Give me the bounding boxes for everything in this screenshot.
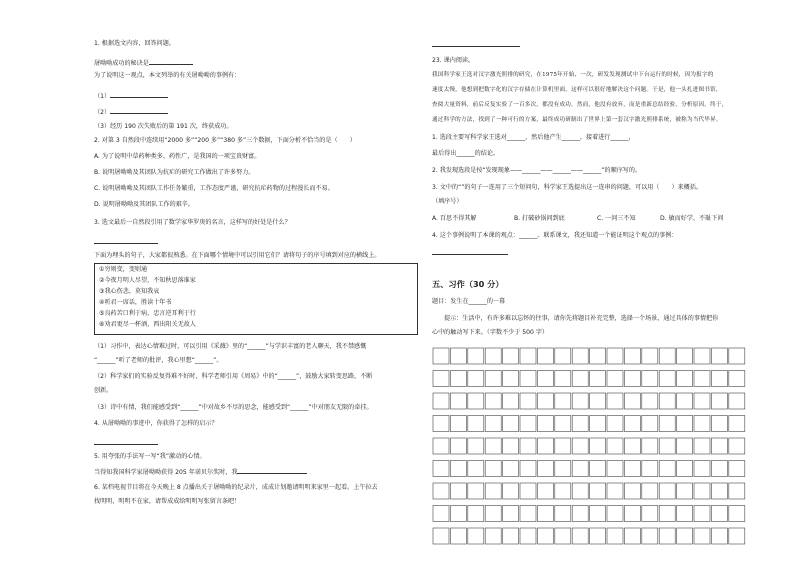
proverb-2: ②今夜月明人尽望，不知秋思落谁家 bbox=[99, 277, 196, 284]
grid-cell[interactable] bbox=[729, 438, 745, 454]
question-1: 1. 根据选文内容，回答问题。 bbox=[94, 40, 175, 47]
answer-blank[interactable] bbox=[149, 58, 193, 65]
question-2: 2. 对第 3 自然段中连续用“2000 多”“200 多”“380 多”三个数据，下面分析不恰当的是（ ） bbox=[94, 137, 356, 144]
answer-blank[interactable] bbox=[110, 107, 168, 114]
option-d[interactable]: D. 敏而好学，不耻下问 bbox=[660, 215, 724, 222]
grid-cell[interactable] bbox=[590, 348, 606, 364]
grid-cell[interactable] bbox=[677, 371, 693, 387]
grid-cell[interactable] bbox=[572, 393, 588, 409]
grid-cell[interactable] bbox=[711, 348, 727, 364]
scenario-2-cont: 创新。 bbox=[94, 387, 113, 394]
grid-cell[interactable] bbox=[433, 371, 449, 387]
grid-cell[interactable] bbox=[572, 371, 588, 387]
grid-cell[interactable] bbox=[642, 483, 658, 499]
grid-cell[interactable] bbox=[555, 416, 571, 432]
grid-cell[interactable] bbox=[433, 528, 449, 544]
scenario-1-cont: “______”听了老师的批评，我心里想“______”。 bbox=[94, 357, 223, 364]
question-1-prompt bbox=[94, 58, 193, 68]
grid-cell[interactable] bbox=[433, 506, 449, 522]
grid-cell[interactable] bbox=[555, 483, 571, 499]
grid-cell[interactable] bbox=[485, 506, 501, 522]
grid-cell[interactable] bbox=[590, 483, 606, 499]
grid-cell[interactable] bbox=[659, 528, 675, 544]
q2-option-d[interactable]: D. 说明屠呦呦及其团队工作的艰辛。 bbox=[94, 201, 194, 208]
q1-text: 屠呦呦成功的秘诀是 bbox=[94, 60, 149, 67]
grid-cell[interactable] bbox=[624, 393, 640, 409]
grid-cell[interactable] bbox=[711, 506, 727, 522]
q1-item-1-label: （1） bbox=[94, 93, 111, 100]
grid-cell[interactable] bbox=[468, 483, 484, 499]
grid-cell[interactable] bbox=[503, 461, 519, 477]
grid-cell[interactable] bbox=[572, 416, 588, 432]
q1-item-3: （3）经历 190 次失败后的第 191 次，终获成功。 bbox=[94, 123, 233, 130]
grid-cell[interactable] bbox=[468, 393, 484, 409]
question-4: 4. 从屠呦呦的事迹中，你获得了怎样的启示？ bbox=[94, 420, 218, 427]
grid-cell[interactable] bbox=[450, 371, 466, 387]
section-5-title: 五、习作（30 分） bbox=[432, 279, 504, 289]
grid-cell[interactable] bbox=[659, 348, 675, 364]
writing-tip: 提示：生活中，有许多难以忘怀的往事，请你先将题目补充完整，选择一个场景，通过具体的事情把你 bbox=[444, 315, 719, 322]
grid-cell[interactable] bbox=[537, 348, 553, 364]
proverb-box bbox=[94, 263, 418, 335]
grid-cell[interactable] bbox=[694, 393, 710, 409]
grid-cell[interactable] bbox=[572, 348, 588, 364]
writing-grid[interactable] bbox=[432, 344, 750, 546]
answer-blank[interactable] bbox=[237, 467, 307, 474]
grid-cell[interactable] bbox=[624, 461, 640, 477]
answer-line[interactable] bbox=[432, 46, 520, 47]
grid-cell[interactable] bbox=[642, 506, 658, 522]
scenario-2: （2）科学家们的实验反复得难不好时，科学老师引用《周易》中的“______”，鼓励大家转变思路，不断 bbox=[94, 373, 373, 380]
grid-cell[interactable] bbox=[450, 393, 466, 409]
grid-cell[interactable] bbox=[485, 416, 501, 432]
grid-cell[interactable] bbox=[642, 416, 658, 432]
grid-cell[interactable] bbox=[503, 528, 519, 544]
grid-cell[interactable] bbox=[555, 393, 571, 409]
grid-cell[interactable] bbox=[642, 461, 658, 477]
grid-cell[interactable] bbox=[537, 461, 553, 477]
grid-cell[interactable] bbox=[468, 348, 484, 364]
passage-line-3: 查阅大量资料，前后反复实验了一百多次，都没有成功。然而，他没有放弃，而是重新总结经验，分析原因。终于， bbox=[432, 102, 728, 108]
grid-cell[interactable] bbox=[433, 416, 449, 432]
grid-cell[interactable] bbox=[607, 506, 623, 522]
grid-cell[interactable] bbox=[537, 393, 553, 409]
grid-cell[interactable] bbox=[729, 348, 745, 364]
grid-cell[interactable] bbox=[503, 506, 519, 522]
grid-cell[interactable] bbox=[520, 528, 536, 544]
grid-cell[interactable] bbox=[659, 371, 675, 387]
answer-line[interactable] bbox=[94, 243, 158, 244]
reading-q4: 4. 这个事例说明了本课的观点：______。联系课文，我还知道一个能证明这个观点的事例： bbox=[432, 232, 678, 239]
grid-cell[interactable] bbox=[677, 393, 693, 409]
grid-cell[interactable] bbox=[450, 438, 466, 454]
grid-cell[interactable] bbox=[537, 371, 553, 387]
passage-line-4: 通过科学的方法，找到了一种可行的方案，最终成功研制出了世界上第一套汉字激光照排系统，被称为当代毕昇。 bbox=[432, 117, 722, 123]
grid-cell[interactable] bbox=[624, 371, 640, 387]
grid-cell[interactable] bbox=[520, 348, 536, 364]
grid-cell[interactable] bbox=[624, 348, 640, 364]
grid-cell[interactable] bbox=[729, 461, 745, 477]
grid-cell[interactable] bbox=[677, 416, 693, 432]
grid-cell[interactable] bbox=[694, 371, 710, 387]
grid-cell[interactable] bbox=[450, 348, 466, 364]
grid-cell[interactable] bbox=[537, 416, 553, 432]
grid-cell[interactable] bbox=[450, 416, 466, 432]
grid-cell[interactable] bbox=[729, 393, 745, 409]
grid-cell[interactable] bbox=[642, 528, 658, 544]
grid-cell[interactable] bbox=[729, 506, 745, 522]
grid-cell[interactable] bbox=[590, 461, 606, 477]
grid-cell[interactable] bbox=[572, 483, 588, 499]
q2-option-c[interactable]: C. 说明屠呦呦及其团队工作任务繁重，工作态度严谨，研究抗疟药物的过程漫长而不易。 bbox=[94, 185, 334, 192]
grid-cell[interactable] bbox=[694, 416, 710, 432]
option-b[interactable]: B. 打破砂锅问到底 bbox=[514, 215, 565, 222]
grid-cell[interactable] bbox=[537, 483, 553, 499]
grid-cell[interactable] bbox=[624, 506, 640, 522]
q5-text: 当得知我国科学家屠呦呦获得 205 年诺贝尔奖时，我 bbox=[94, 469, 238, 476]
grid-cell[interactable] bbox=[503, 371, 519, 387]
grid-cell[interactable] bbox=[624, 528, 640, 544]
grid-cell[interactable] bbox=[607, 416, 623, 432]
grid-cell[interactable] bbox=[729, 371, 745, 387]
grid-cell[interactable] bbox=[711, 393, 727, 409]
grid-cell[interactable] bbox=[520, 506, 536, 522]
grid-cell[interactable] bbox=[503, 483, 519, 499]
grid-cell[interactable] bbox=[694, 461, 710, 477]
proverb-1: ①穷则变，变则通 bbox=[99, 266, 148, 273]
answer-line[interactable] bbox=[94, 444, 158, 445]
grid-cell[interactable] bbox=[624, 438, 640, 454]
grid-cell[interactable] bbox=[450, 528, 466, 544]
grid-cell[interactable] bbox=[520, 416, 536, 432]
grid-cell[interactable] bbox=[659, 438, 675, 454]
scenario-1: （1）习作中，表达心情难过时，可以引用《采薇》里的“______”与学识丰富的老人聊天，我不禁感慨 bbox=[94, 343, 367, 350]
q2-option-b[interactable]: B. 说明屠呦呦及其团队为抗疟的研究工作做出了许多努力。 bbox=[94, 169, 255, 176]
reading-q1-cont: 最后得出______的结论。 bbox=[432, 150, 500, 157]
grid-cell[interactable] bbox=[468, 528, 484, 544]
grid-cell[interactable] bbox=[607, 371, 623, 387]
grid-cell[interactable] bbox=[642, 438, 658, 454]
grid-cell[interactable] bbox=[450, 506, 466, 522]
grid-cell[interactable] bbox=[555, 461, 571, 477]
grid-cell[interactable] bbox=[468, 371, 484, 387]
grid-cell[interactable] bbox=[485, 438, 501, 454]
grid-cell[interactable] bbox=[520, 461, 536, 477]
grid-cell[interactable] bbox=[607, 393, 623, 409]
grid-cell[interactable] bbox=[729, 483, 745, 499]
proverb-5: ⑤良药苦口利于病，忠言逆耳利于行 bbox=[99, 310, 196, 317]
grid-cell[interactable] bbox=[711, 416, 727, 432]
grid-cell[interactable] bbox=[729, 528, 745, 544]
writing-grid-cells[interactable] bbox=[432, 344, 750, 546]
grid-cell[interactable] bbox=[537, 528, 553, 544]
grid-cell[interactable] bbox=[607, 483, 623, 499]
grid-cell[interactable] bbox=[590, 506, 606, 522]
passage-line-1: 我国科学家王选对汉字激光照排的研究，在1975年开始，一次，研发发现测试中下台运行的时候，因为报字的 bbox=[432, 72, 714, 78]
grid-cell[interactable] bbox=[433, 348, 449, 364]
grid-cell[interactable] bbox=[607, 438, 623, 454]
grid-cell[interactable] bbox=[520, 371, 536, 387]
grid-cell[interactable] bbox=[711, 371, 727, 387]
grid-cell[interactable] bbox=[468, 416, 484, 432]
option-a[interactable]: A. 百思不得其解 bbox=[432, 215, 477, 222]
grid-cell[interactable] bbox=[433, 393, 449, 409]
reading-q3-cont: （填序号） bbox=[432, 198, 463, 205]
grid-cell[interactable] bbox=[590, 438, 606, 454]
reading-q1: 1. 选段主要写科学家王选对______，然后他产生______，接着进行______， bbox=[432, 134, 635, 141]
grid-cell[interactable] bbox=[711, 438, 727, 454]
reading-q2: 2. 我发现选段是按“发现现象——______——______——______”的顺序写的。 bbox=[432, 167, 642, 174]
question-6-cont: 找明明，明明不在家，请帮成成给明明写张留言条吧！ bbox=[94, 498, 241, 505]
grid-cell[interactable] bbox=[572, 438, 588, 454]
writing-tip-cont: 心中的触动写下来。（字数不少于 500 字） bbox=[432, 329, 549, 336]
grid-cell[interactable] bbox=[677, 438, 693, 454]
grid-cell[interactable] bbox=[537, 506, 553, 522]
grid-cell[interactable] bbox=[433, 438, 449, 454]
grid-cell[interactable] bbox=[537, 438, 553, 454]
grid-cell[interactable] bbox=[555, 438, 571, 454]
question-5: 5. 用夸张的手法写一写“我”激动的心情。 bbox=[94, 453, 206, 460]
grid-cell[interactable] bbox=[711, 528, 727, 544]
grid-cell[interactable] bbox=[450, 461, 466, 477]
grid-cell[interactable] bbox=[659, 461, 675, 477]
proverb-4: ④听君一席话，胜读十年书 bbox=[99, 299, 172, 306]
grid-cell[interactable] bbox=[694, 528, 710, 544]
grid-cell[interactable] bbox=[659, 393, 675, 409]
grid-cell[interactable] bbox=[677, 348, 693, 364]
grid-cell[interactable] bbox=[555, 506, 571, 522]
grid-cell[interactable] bbox=[607, 348, 623, 364]
question-6: 6. 某档电视节目将在今天晚上 8 点播出关于屠呦呦的纪录片，成成计划邀请明明来家里一起看。上午拉去 bbox=[94, 484, 378, 491]
reading-q3: 3. 文中的“”的句子一连用了三个短问句，科学家王选提出这一连串的问题，可以用（ ）来概括。 bbox=[432, 184, 703, 191]
q1-item-2-label: （2） bbox=[94, 109, 111, 116]
q1-item-1 bbox=[94, 91, 168, 101]
question-5-prompt bbox=[94, 467, 307, 477]
grid-cell[interactable] bbox=[677, 483, 693, 499]
q1-item-2 bbox=[94, 107, 168, 117]
grid-cell[interactable] bbox=[555, 371, 571, 387]
q2-option-a[interactable]: A. 为了说明中草药种类多、药性广，是我国的一项宝贵财富。 bbox=[94, 153, 261, 160]
scenario-3: （3）诗中有情，我们能感受到“______”中对故乡不尽的思念，能感受到“______”中对朋友无限的牵挂。 bbox=[94, 404, 373, 411]
grid-cell[interactable] bbox=[485, 461, 501, 477]
grid-cell[interactable] bbox=[677, 506, 693, 522]
grid-cell[interactable] bbox=[485, 483, 501, 499]
proverb-intro: 下面为埋头的句子，大家都很熟悉。在下面哪个情境中可以引用它们？请将句子的序号填到对应的横线上。 bbox=[94, 252, 381, 259]
grid-cell[interactable] bbox=[468, 506, 484, 522]
grid-cell[interactable] bbox=[555, 348, 571, 364]
grid-cell[interactable] bbox=[485, 528, 501, 544]
grid-cell[interactable] bbox=[659, 506, 675, 522]
grid-cell[interactable] bbox=[607, 461, 623, 477]
grid-cell[interactable] bbox=[624, 416, 640, 432]
grid-cell[interactable] bbox=[503, 393, 519, 409]
grid-cell[interactable] bbox=[694, 438, 710, 454]
question-23: 23. 课内阅读。 bbox=[432, 57, 475, 64]
grid-cell[interactable] bbox=[694, 483, 710, 499]
grid-cell[interactable] bbox=[485, 371, 501, 387]
grid-cell[interactable] bbox=[590, 416, 606, 432]
grid-cell[interactable] bbox=[624, 483, 640, 499]
grid-cell[interactable] bbox=[572, 506, 588, 522]
proverb-6: ⑥劝君更尽一杯酒，西出阳关无故人 bbox=[99, 321, 196, 328]
grid-cell[interactable] bbox=[433, 483, 449, 499]
grid-cell[interactable] bbox=[503, 348, 519, 364]
grid-cell[interactable] bbox=[729, 416, 745, 432]
question-3: 3. 选文最后一自然段引用了数学家华罗庚的名言，这样写的好处是什么？ bbox=[94, 219, 291, 226]
grid-cell[interactable] bbox=[607, 528, 623, 544]
grid-cell[interactable] bbox=[485, 393, 501, 409]
option-c[interactable]: C. 一问三不知 bbox=[597, 215, 636, 222]
grid-cell[interactable] bbox=[468, 461, 484, 477]
grid-cell[interactable] bbox=[590, 528, 606, 544]
writing-title: 题目：发生在______的一幕 bbox=[432, 298, 506, 305]
grid-cell[interactable] bbox=[503, 438, 519, 454]
grid-cell[interactable] bbox=[711, 461, 727, 477]
answer-blank[interactable] bbox=[110, 91, 168, 98]
grid-cell[interactable] bbox=[694, 348, 710, 364]
grid-cell[interactable] bbox=[642, 393, 658, 409]
grid-cell[interactable] bbox=[590, 393, 606, 409]
grid-cell[interactable] bbox=[590, 371, 606, 387]
grid-cell[interactable] bbox=[694, 506, 710, 522]
grid-cell[interactable] bbox=[659, 483, 675, 499]
grid-cell[interactable] bbox=[677, 461, 693, 477]
grid-cell[interactable] bbox=[711, 483, 727, 499]
grid-cell[interactable] bbox=[642, 371, 658, 387]
passage-line-2: 速度太慢，他想到把数字化的汉字存储在计算机里面，这样可以很好地解决这个问题。于是，他一头扎进图书馆， bbox=[432, 87, 722, 93]
grid-cell[interactable] bbox=[503, 416, 519, 432]
grid-cell[interactable] bbox=[659, 416, 675, 432]
grid-cell[interactable] bbox=[572, 528, 588, 544]
grid-cell[interactable] bbox=[642, 348, 658, 364]
answer-line[interactable] bbox=[432, 254, 508, 255]
grid-cell[interactable] bbox=[520, 483, 536, 499]
proverb-3: ③我心伤悲，莫知我哀 bbox=[99, 288, 160, 295]
grid-cell[interactable] bbox=[468, 438, 484, 454]
question-1-sub: 为了说明这一观点，本文列举的有关屠呦呦的事例有： bbox=[94, 72, 241, 79]
grid-cell[interactable] bbox=[433, 461, 449, 477]
grid-cell[interactable] bbox=[555, 528, 571, 544]
grid-cell[interactable] bbox=[520, 438, 536, 454]
grid-cell[interactable] bbox=[485, 348, 501, 364]
grid-cell[interactable] bbox=[572, 461, 588, 477]
grid-cell[interactable] bbox=[520, 393, 536, 409]
grid-cell[interactable] bbox=[677, 528, 693, 544]
grid-cell[interactable] bbox=[450, 483, 466, 499]
